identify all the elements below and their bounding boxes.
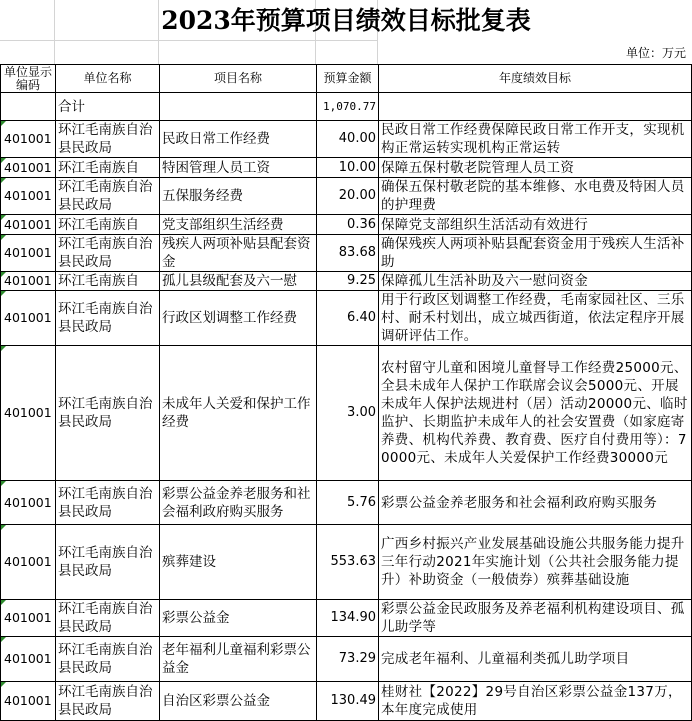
table-row (1, 525, 692, 600)
unit-name: 环江毛南族自治县民政局 (56, 600, 160, 637)
budget-amount: 40.00 (317, 121, 379, 158)
unit-name: 环江毛南族自治县民政局 (56, 235, 160, 272)
performance-goal: 确保残疾人两项补贴县配套资金用于残疾人生活补助 (379, 235, 692, 272)
performance-goal: 用于行政区划调整工作经费，毛南家园社区、三乐村、耐禾村划出，成立城西街道，依法定程序开展调研评估工作。 (379, 291, 692, 346)
unit-name: 环江毛南族自治县民政局 (56, 291, 160, 346)
budget-table (0, 64, 692, 721)
unit-name: 环江毛南族自 (56, 158, 160, 178)
unit-name: 环江毛南族自治县民政局 (56, 121, 160, 158)
total-amount: 1,070.77 (317, 93, 379, 121)
project-name: 孤儿县级配套及六一慰 (160, 272, 317, 291)
table-row (1, 272, 692, 291)
table-row (1, 291, 692, 346)
unit-name: 环江毛南族自治县民政局 (56, 178, 160, 215)
unit-name: 环江毛南族自治县民政局 (56, 346, 160, 481)
table-row (1, 637, 692, 682)
total-goal-cell (379, 93, 692, 121)
header-row (1, 65, 692, 93)
budget-amount: 73.29 (317, 637, 379, 682)
unit-name: 环江毛南族自治县民政局 (56, 682, 160, 721)
budget-amount: 20.00 (317, 178, 379, 215)
unit-code: 401001 (1, 346, 56, 481)
table-row (1, 235, 692, 272)
table-row (1, 481, 692, 525)
unit-code: 401001 (1, 178, 56, 215)
performance-goal: 彩票公益金民政服务及养老福利机构建设项目、孤儿助学等 (379, 600, 692, 637)
budget-amount: 6.40 (317, 291, 379, 346)
unit-name: 环江毛南族自治县民政局 (56, 637, 160, 682)
project-name: 党支部组织生活经费 (160, 215, 317, 235)
table-row (1, 121, 692, 158)
table-row (1, 346, 692, 481)
project-name: 彩票公益金养老服务和社会福利政府购买服务 (160, 481, 317, 525)
unit-name: 环江毛南族自 (56, 272, 160, 291)
total-code-cell (1, 93, 56, 121)
performance-goal: 保障五保村敬老院管理人员工资 (379, 158, 692, 178)
project-name: 殡葬建设 (160, 525, 317, 600)
performance-goal: 民政日常工作经费保障民政日常工作开支，实现机构正常运转实现机构正常运转 (379, 121, 692, 158)
page-title: 2023年预算项目绩效目标批复表 (161, 6, 531, 35)
unit-code: 401001 (1, 682, 56, 721)
header-goal: 年度绩效目标 (379, 65, 692, 93)
table-row (1, 682, 692, 721)
budget-amount: 5.76 (317, 481, 379, 525)
unit-name: 环江毛南族自治县民政局 (56, 525, 160, 600)
performance-goal: 彩票公益金养老服务和社会福利政府购买服务 (379, 481, 692, 525)
project-name: 民政日常工作经费 (160, 121, 317, 158)
table-row (1, 178, 692, 215)
unit-code: 401001 (1, 215, 56, 235)
budget-amount: 0.36 (317, 215, 379, 235)
unit-code: 401001 (1, 481, 56, 525)
table-row (1, 600, 692, 637)
unit-code: 401001 (1, 525, 56, 600)
unit-code: 401001 (1, 637, 56, 682)
project-name: 特困管理人员工资 (160, 158, 317, 178)
budget-amount: 83.68 (317, 235, 379, 272)
unit-code: 401001 (1, 600, 56, 637)
performance-goal: 确保五保村敬老院的基本维修、水电费及特困人员的护理费 (379, 178, 692, 215)
budget-amount: 553.63 (317, 525, 379, 600)
project-name: 彩票公益金 (160, 600, 317, 637)
budget-amount: 130.49 (317, 682, 379, 721)
project-name: 老年福利儿童福利彩票公益金 (160, 637, 317, 682)
unit-name: 环江毛南族自治县民政局 (56, 481, 160, 525)
performance-goal: 保障孤儿生活补助及六一慰问资金 (379, 272, 692, 291)
table-row (1, 158, 692, 178)
unit-code: 401001 (1, 291, 56, 346)
header-project: 项目名称 (160, 65, 317, 93)
total-label: 合计 (56, 93, 160, 121)
total-row (1, 93, 692, 121)
project-name: 自治区彩票公益金 (160, 682, 317, 721)
project-name: 五保服务经费 (160, 178, 317, 215)
unit-label: 单位：万元 (625, 46, 686, 60)
performance-goal: 桂财社【2022】29号自治区彩票公益金137万，本年度完成使用 (379, 682, 692, 721)
unit-code: 401001 (1, 272, 56, 291)
project-name: 未成年人关爱和保护工作经费 (160, 346, 317, 481)
unit-code: 401001 (1, 158, 56, 178)
budget-amount: 10.00 (317, 158, 379, 178)
unit-name: 环江毛南族自 (56, 215, 160, 235)
budget-amount: 134.90 (317, 600, 379, 637)
performance-goal: 广西乡村振兴产业发展基础设施公共服务能力提升三年行动2021年实施计划（公共社会服务能力提升）补助资金（一般债券）殡葬基础设施 (379, 525, 692, 600)
header-code: 单位显示编码 (1, 65, 56, 93)
performance-goal: 保障党支部组织生活活动有效进行 (379, 215, 692, 235)
header-amount: 预算金额 (317, 65, 379, 93)
header-unit: 单位名称 (56, 65, 160, 93)
budget-amount: 9.25 (317, 272, 379, 291)
unit-code: 401001 (1, 121, 56, 158)
project-name: 行政区划调整工作经费 (160, 291, 317, 346)
performance-goal: 农村留守儿童和困境儿童督导工作经费25000元、全县未成年人保护工作联席会议会5000元、开展未成年人保护法规进村（居）活动20000元、临时监护、长期监护未成年人的社会安置费（如家庭寄养费、机构代养费、教育费、医疗自付费用等）：70000元、未成年人关爱保护工作经费30000元 (379, 346, 692, 481)
performance-goal: 完成老年福利、儿童福利类孤儿助学项目 (379, 637, 692, 682)
total-project-cell (160, 93, 317, 121)
project-name: 残疾人两项补贴县配套资金 (160, 235, 317, 272)
table-row (1, 215, 692, 235)
budget-amount: 3.00 (317, 346, 379, 481)
unit-code: 401001 (1, 235, 56, 272)
